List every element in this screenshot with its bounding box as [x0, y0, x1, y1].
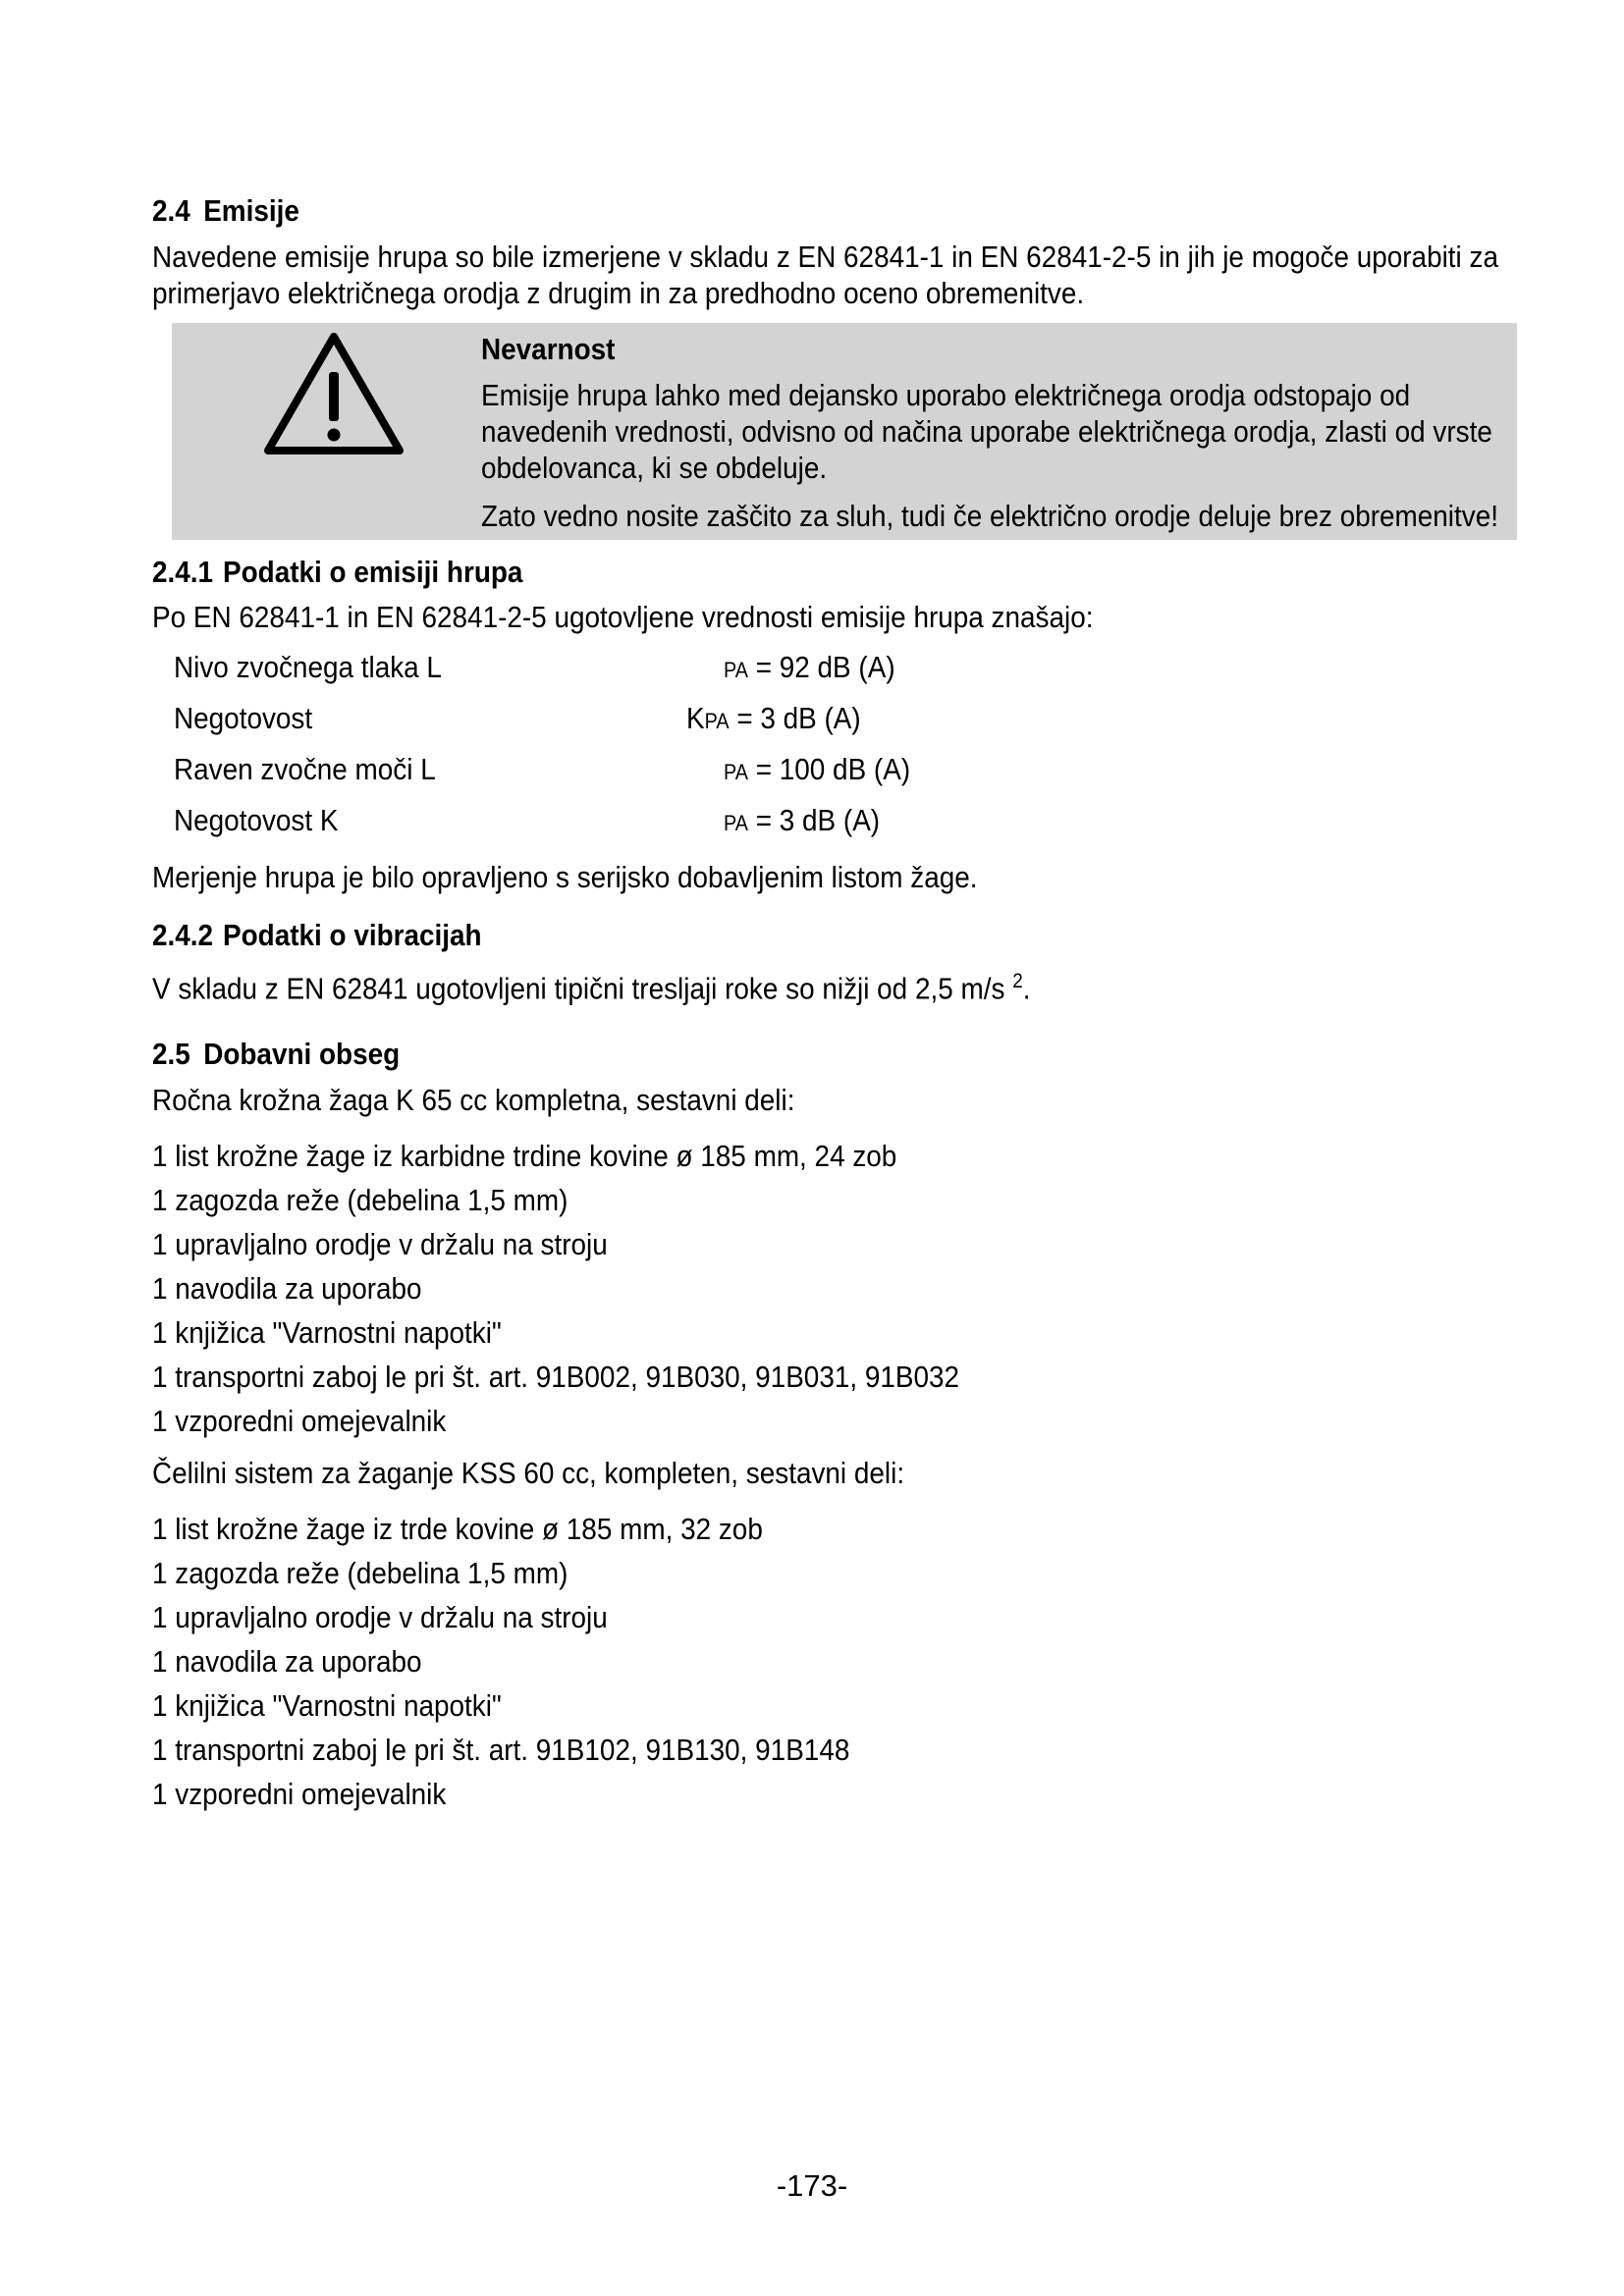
list-item — [152, 1595, 1517, 1639]
list-item — [152, 1728, 1517, 1772]
noise-value-row — [174, 802, 1517, 853]
saw-scope-list — [152, 1134, 1517, 1443]
list-item — [152, 1310, 1517, 1355]
warning-title — [481, 331, 1502, 367]
noise-value — [724, 751, 910, 790]
warning-text-block — [481, 331, 1502, 534]
noise-value-row — [174, 751, 1517, 802]
list-item — [152, 1178, 1517, 1222]
noise-value-row — [174, 649, 1517, 700]
section-number: 2.4.2 — [152, 918, 214, 952]
list-item-text: 1 list krožne žage iz trde kovine ø 185 mm, 32 zob — [152, 1512, 763, 1547]
section-title: Podatki o emisiji hrupa — [223, 555, 523, 589]
emissions-intro — [152, 239, 1517, 311]
list-item-text: 1 transportni zaboj le pri št. art. 91B002, 91B030, 91B031, 91B032 — [152, 1360, 960, 1395]
list-item — [152, 1507, 1517, 1551]
page-number: -173- — [776, 2168, 848, 2203]
vibration-text — [152, 963, 1517, 1006]
list-item-text: 1 knjižica "Varnostni napotki" — [152, 1315, 502, 1351]
section-heading-2-5 — [152, 1036, 1517, 1072]
list-item-text: 1 list krožne žage iz karbidne trdine kovine ø 185 mm, 24 zob — [152, 1139, 897, 1174]
noise-value-row — [174, 700, 1517, 751]
warning-note — [481, 498, 1502, 534]
value-subscript: PA — [704, 709, 730, 733]
measurement-note-text: Merjenje hrupa je bilo opravljeno s serijsko dobavljenim listom žage. — [152, 860, 978, 894]
list-item — [152, 1551, 1517, 1595]
vibration-superscript: 2 — [1012, 970, 1023, 992]
list-item-text: 1 upravljalno orodje v držalu na stroju — [152, 1600, 608, 1635]
noise-value — [724, 802, 880, 841]
value-prefix: K — [686, 701, 705, 735]
noise-value-label: Negotovost K — [174, 803, 339, 837]
section-heading-2-4 — [152, 192, 1517, 229]
measurement-note — [152, 859, 1517, 895]
value-subscript: PA — [724, 811, 748, 835]
noise-value — [686, 700, 861, 739]
list-item-text: 1 zagozda reže (debelina 1,5 mm) — [152, 1556, 568, 1591]
section-heading-2-4-1 — [152, 554, 1517, 590]
list-item-text: 1 upravljalno orodje v držalu na stroju — [152, 1227, 608, 1262]
kss-scope-list — [152, 1507, 1517, 1816]
vibration-text-body: V skladu z EN 62841 ugotovljeni tipični tresljaji roke so nižji od 2,5 m/s — [152, 971, 1005, 1006]
section-number: 2.5 — [152, 1037, 190, 1072]
section-number: 2.4.1 — [152, 555, 214, 589]
section-number: 2.4 — [152, 193, 190, 228]
list-item — [152, 1639, 1517, 1683]
section-title: Dobavni obseg — [203, 1037, 401, 1072]
list-item — [152, 1266, 1517, 1310]
value-amount: = 92 dB (A) — [755, 650, 895, 684]
noise-value-label: Negotovost — [174, 701, 313, 735]
noise-value-label: Nivo zvočnega tlaka L — [174, 650, 442, 684]
list-item — [152, 1399, 1517, 1443]
section-title: Podatki o vibracijah — [223, 918, 482, 952]
value-subscript: PA — [724, 658, 748, 682]
list-item-text: 1 navodila za uporabo — [152, 1271, 422, 1307]
noise-values-table — [174, 649, 1517, 853]
section-heading-2-4-2 — [152, 917, 1517, 953]
noise-value — [724, 649, 895, 688]
page-content — [152, 192, 1517, 1816]
list-item-text: 1 navodila za uporabo — [152, 1644, 422, 1680]
noise-values-intro-text: Po EN 62841-1 in EN 62841-2-5 ugotovljene vrednosti emisije hrupa znašajo: — [152, 600, 1094, 634]
saw-scope-intro-text: Ročna krožna žaga K 65 cc kompletna, sestavni deli: — [152, 1083, 795, 1118]
emissions-intro-text: Navedene emisije hrupa so bile izmerjene v skladu z EN 62841-1 in EN 62841-2-5 in jih je mogoče uporabiti za primerjavo električnega orodja z drugim in za predhodno oceno obremenitve. — [152, 240, 1498, 310]
warning-title-text: Nevarnost — [481, 332, 616, 366]
list-item — [152, 1355, 1517, 1399]
value-subscript: PA — [724, 760, 748, 784]
list-item-text: 1 transportni zaboj le pri št. art. 91B102, 91B130, 91B148 — [152, 1733, 850, 1768]
list-item-text: 1 zagozda reže (debelina 1,5 mm) — [152, 1183, 568, 1218]
list-item — [152, 1134, 1517, 1178]
warning-triangle-icon — [260, 329, 407, 460]
list-item — [152, 1772, 1517, 1816]
kss-scope-intro — [152, 1455, 1517, 1491]
saw-scope-intro — [152, 1082, 1517, 1118]
vibration-end: . — [1022, 971, 1031, 1006]
kss-scope-intro-text: Čelilni sistem za žaganje KSS 60 cc, kompleten, sestavni deli: — [152, 1456, 905, 1491]
value-amount: = 100 dB (A) — [755, 752, 911, 786]
warning-note-text: Zato vedno nosite zaščito za sluh, tudi če električno orodje deluje brez obremenitve! — [481, 499, 1498, 533]
danger-warning-box — [172, 323, 1517, 540]
list-item — [152, 1222, 1517, 1266]
list-item-text: 1 vzporedni omejevalnik — [152, 1404, 447, 1439]
warning-body-text: Emisije hrupa lahko med dejansko uporabo električnega orodja odstopajo od navedenih vrednosti, odvisno od načina uporabe električnega orodja, zlasti od vrste obdelovanca, ki se obdeluje. — [481, 378, 1492, 485]
list-item-text: 1 vzporedni omejevalnik — [152, 1777, 447, 1812]
value-amount: = 3 dB (A) — [755, 803, 881, 837]
noise-values-intro — [152, 599, 1517, 635]
list-item-text: 1 knjižica "Varnostni napotki" — [152, 1688, 502, 1724]
list-item — [152, 1683, 1517, 1728]
warning-body — [481, 377, 1502, 486]
section-title: Emisije — [203, 193, 299, 228]
noise-value-label: Raven zvočne moči L — [174, 752, 436, 786]
value-amount: = 3 dB (A) — [736, 701, 861, 735]
